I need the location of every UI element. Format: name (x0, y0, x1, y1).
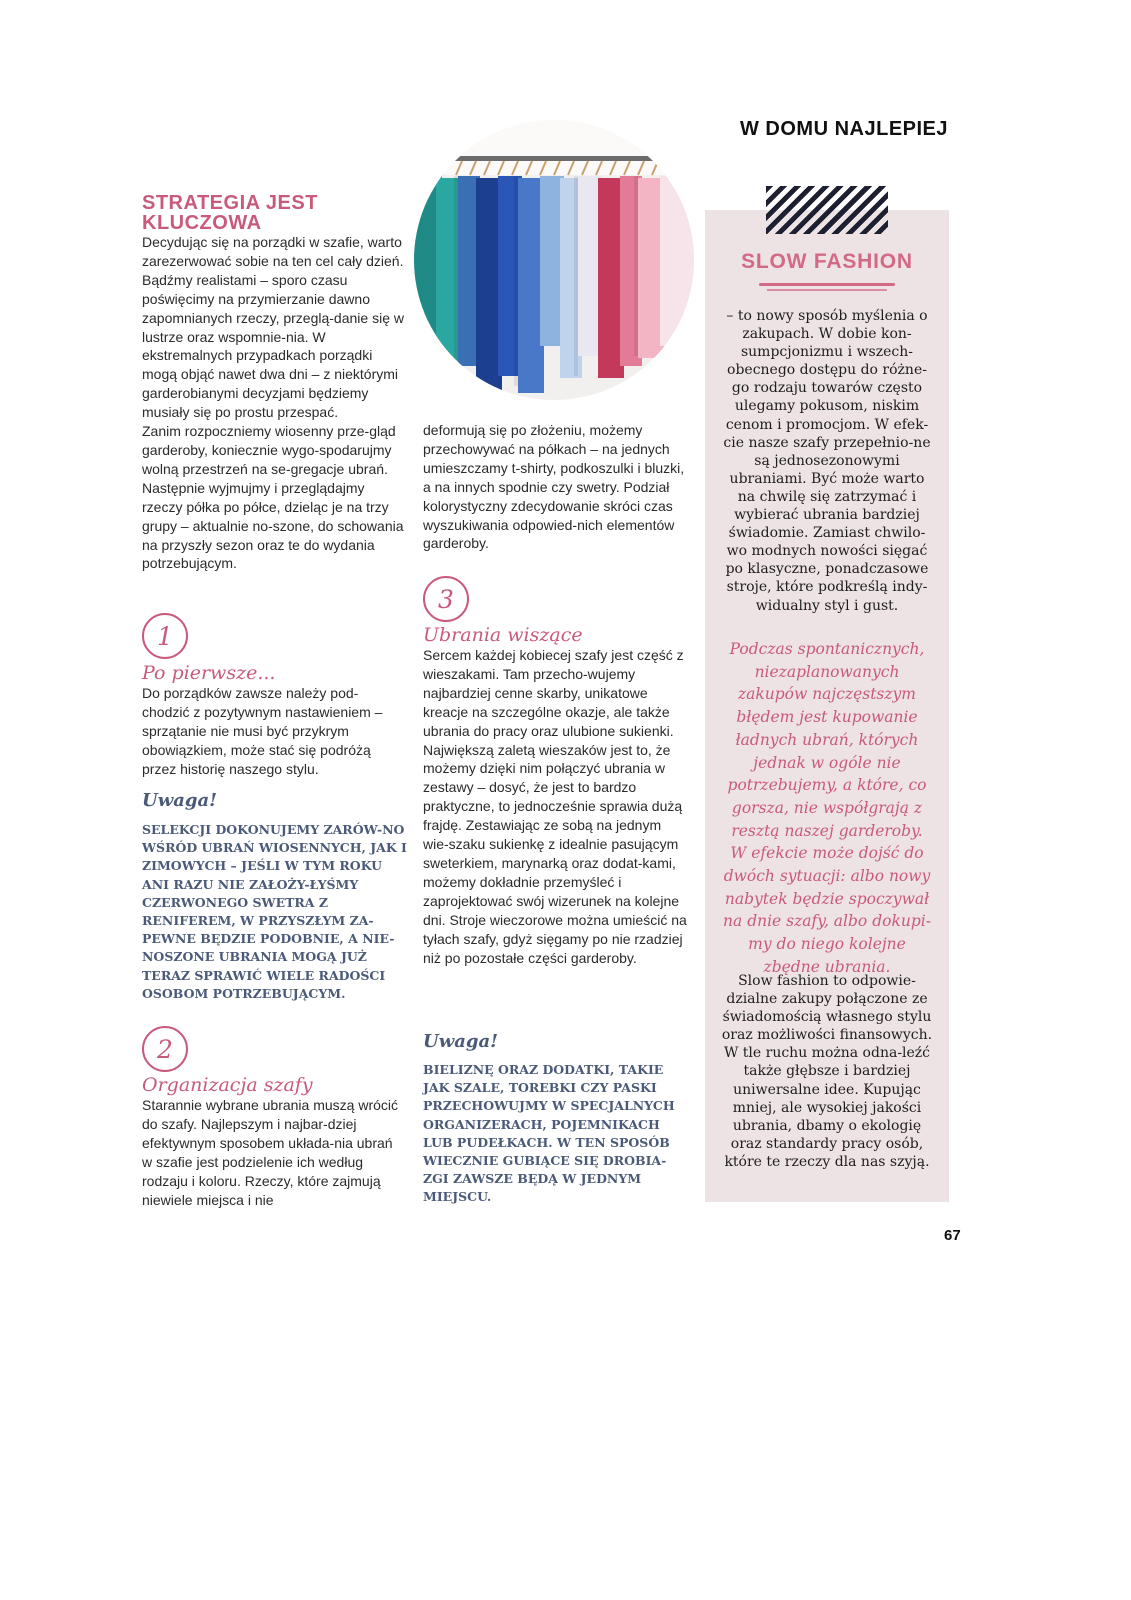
slow-fashion-quote: Podczas spontanicznych, niezaplanowanych zakupów najczęstszym błędem jest kupowanie ładnych ubrań, których jednak w ogóle nie potrzebujemy, a które, co gorsza, nie współgrają z resztą naszej garderoby. W efekcie może dojść do dwóch sytuacji: albo nowy nabytek będzie spoczywał na dnie szafy, albo dokupi-my do niego kolejne zbędne ubrania. (723, 640, 931, 976)
stripes-decoration (766, 186, 888, 234)
section-header: W DOMU NAJLEPIEJ (740, 118, 949, 140)
step-1-heading: Po pierwsze... (142, 662, 276, 684)
step-3-number: 3 (423, 576, 469, 622)
warning-1-label: Uwaga! (142, 790, 218, 811)
slow-fashion-outro: Slow fashion to odpowie-dzialne zakupy połączone ze świadomością własnego stylu oraz możliwości finansowych. W tle ruchu można odna-leźć także głębsze i bardziej uniwersalne idee. Kupując mniej, ale wysokiej jakości ubrania, dbamy o ekologię oraz standardy pracy osób, które te rzeczy dla nas szyją. (721, 973, 933, 1170)
title-underline-thin (767, 289, 887, 291)
step-3-heading: Ubrania wiszące (423, 624, 583, 646)
slow-fashion-title: SLOW FASHION (741, 250, 913, 273)
clothes-rack-illustration (414, 120, 694, 400)
step-2-text: Starannie wybrane ubrania muszą wrócić do szafy. Najlepszym i najbar-dziej efektywnym sposobem układa-nia ubrań w szafie jest podzielenie ich według rodzaju i koloru. Rzeczy, które zajmują niewiele miejsca i nie (142, 1097, 399, 1208)
strategy-paragraph-1: Decydując się na porządki w szafie, warto zarezerwować sobie na ten cel cały dzień. Bądźmy realistami – sporo czasu poświęcimy na przymierzanie dawno zapomnianych rzeczy, przeglą-danie się w lustrze oraz wspomnie-nia. W ekstremalnych przypadkach porządki mogą objąć nawet dwa dni – z niektórymi garderobianymi decyzjami będziemy musiały się po prostu przespać. (142, 234, 404, 421)
step-1-number: 1 (142, 613, 188, 659)
step-1-text: Do porządków zawsze należy pod-chodzić z pozytywnym nastawieniem – sprzątanie nie musi być przykrym obowiązkiem, może stać się podróżą przez historię naszego stylu. (142, 685, 383, 777)
strategy-title: STRATEGIA JEST KLUCZOWA (142, 192, 318, 234)
slow-fashion-intro: – to nowy sposób myślenia o zakupach. W dobie kon-sumpcjonizmu i wszech-obecnego dostępu do różne-go rodzaju towarów często ulegamy pokusom, niskim cenom i promocjom. W efek-cie nasze szafy przepełnio-ne są jednosezonowymi ubraniami. Być może warto na chwilę się zatrzymać i wybierać ubrania bardziej świadomie. Zamiast chwilo-wo modnych nowości sięgać po klasyczne, ponadczasowe stroje, które podkreślą indy-widualny styl i gust. (723, 308, 931, 614)
warning-2-text: BIELIZNĘ ORAZ DODATKI, TAKIE JAK SZALE, TOREBKI CZY PASKI PRZECHOWUJMY W SPECJALNYCH ORGANIZERACH, POJEMNIKACH LUB PUDEŁKACH. W TEN SPOSÓB WIECZNIE GUBIĄCE SIĘ DROBIA-ZGI ZAWSZE BĘDĄ W JEDNYM MIEJSCU. (423, 1062, 675, 1205)
title-underline (759, 283, 895, 286)
organization-continued-text: deformują się po złożeniu, możemy przechowywać na półkach – na jednych umieszczamy t-shirty, podkoszulki i bluzki, a na innych spodnie czy swetry. Podział kolorystyczny zdecydowanie skróci czas wyszukiwania odpowied-nich elementów garderoby. (423, 422, 685, 552)
warning-1-text: SELEKCJI DOKONUJEMY ZARÓW-NO WŚRÓD UBRAŃ WIOSENNYCH, JAK I ZIMOWYCH – JEŚLI W TYM ROKU ANI RAZU NIE ZAŁOŻY-ŁYŚMY CZERWONEGO SWETRA Z RENIFEREM, W PRZYSZŁYM ZA-PEWNE BĘDZIE PODOBNIE, A NIE-NOSZONE UBRANIA MOGĄ JUŻ TERAZ SPRAWIĆ WIELE RADOŚCI OSOBOM POTRZEBUJĄCYM. (142, 822, 407, 1001)
warning-2-label: Uwaga! (423, 1031, 499, 1052)
page-number: 67 (944, 1227, 961, 1244)
strategy-paragraph-2: Zanim rozpoczniemy wiosenny prze-gląd garderoby, koniecznie wygo-spodarujmy wolną przestrzeń na se-gregacje ubrań. Następnie wyjmujmy i przeglądajmy rzeczy półka po półce, dzieląc je na trzy grupy – aktualnie no-szone, do schowania na przyszły sezon oraz te do wydania potrzebującym. (142, 423, 404, 572)
step-2-number: 2 (142, 1026, 188, 1072)
step-2-heading: Organizacja szafy (142, 1074, 313, 1096)
clothes-rack-photo (414, 120, 694, 400)
step-3-text: Sercem każdej kobiecej szafy jest część z wieszakami. Tam przecho-wujemy najbardziej cenne skarby, unikatowe kreacje na szczególne okazje, ale także ubrania do pracy oraz ulubione sukienki. Największą zaletą wieszaków jest to, że możemy dzięki nim połączyć ubrania w zestawy – dosyć, że jest to bardzo praktyczne, to jednocześnie sprawia dużą frajdę. Zestawiając ze sobą na jednym wie-szaku sukienkę z idealnie pasującym sweterkiem, marynarką oraz dodat-kami, możemy dokładnie przemyśleć i zaprojektować swój wizerunek na kolejne dni. Stroje wieczorowe można umieścić na tyłach szafy, gdyż sięgamy po nie rzadziej niż po pozostałe części garderoby. (423, 647, 687, 966)
